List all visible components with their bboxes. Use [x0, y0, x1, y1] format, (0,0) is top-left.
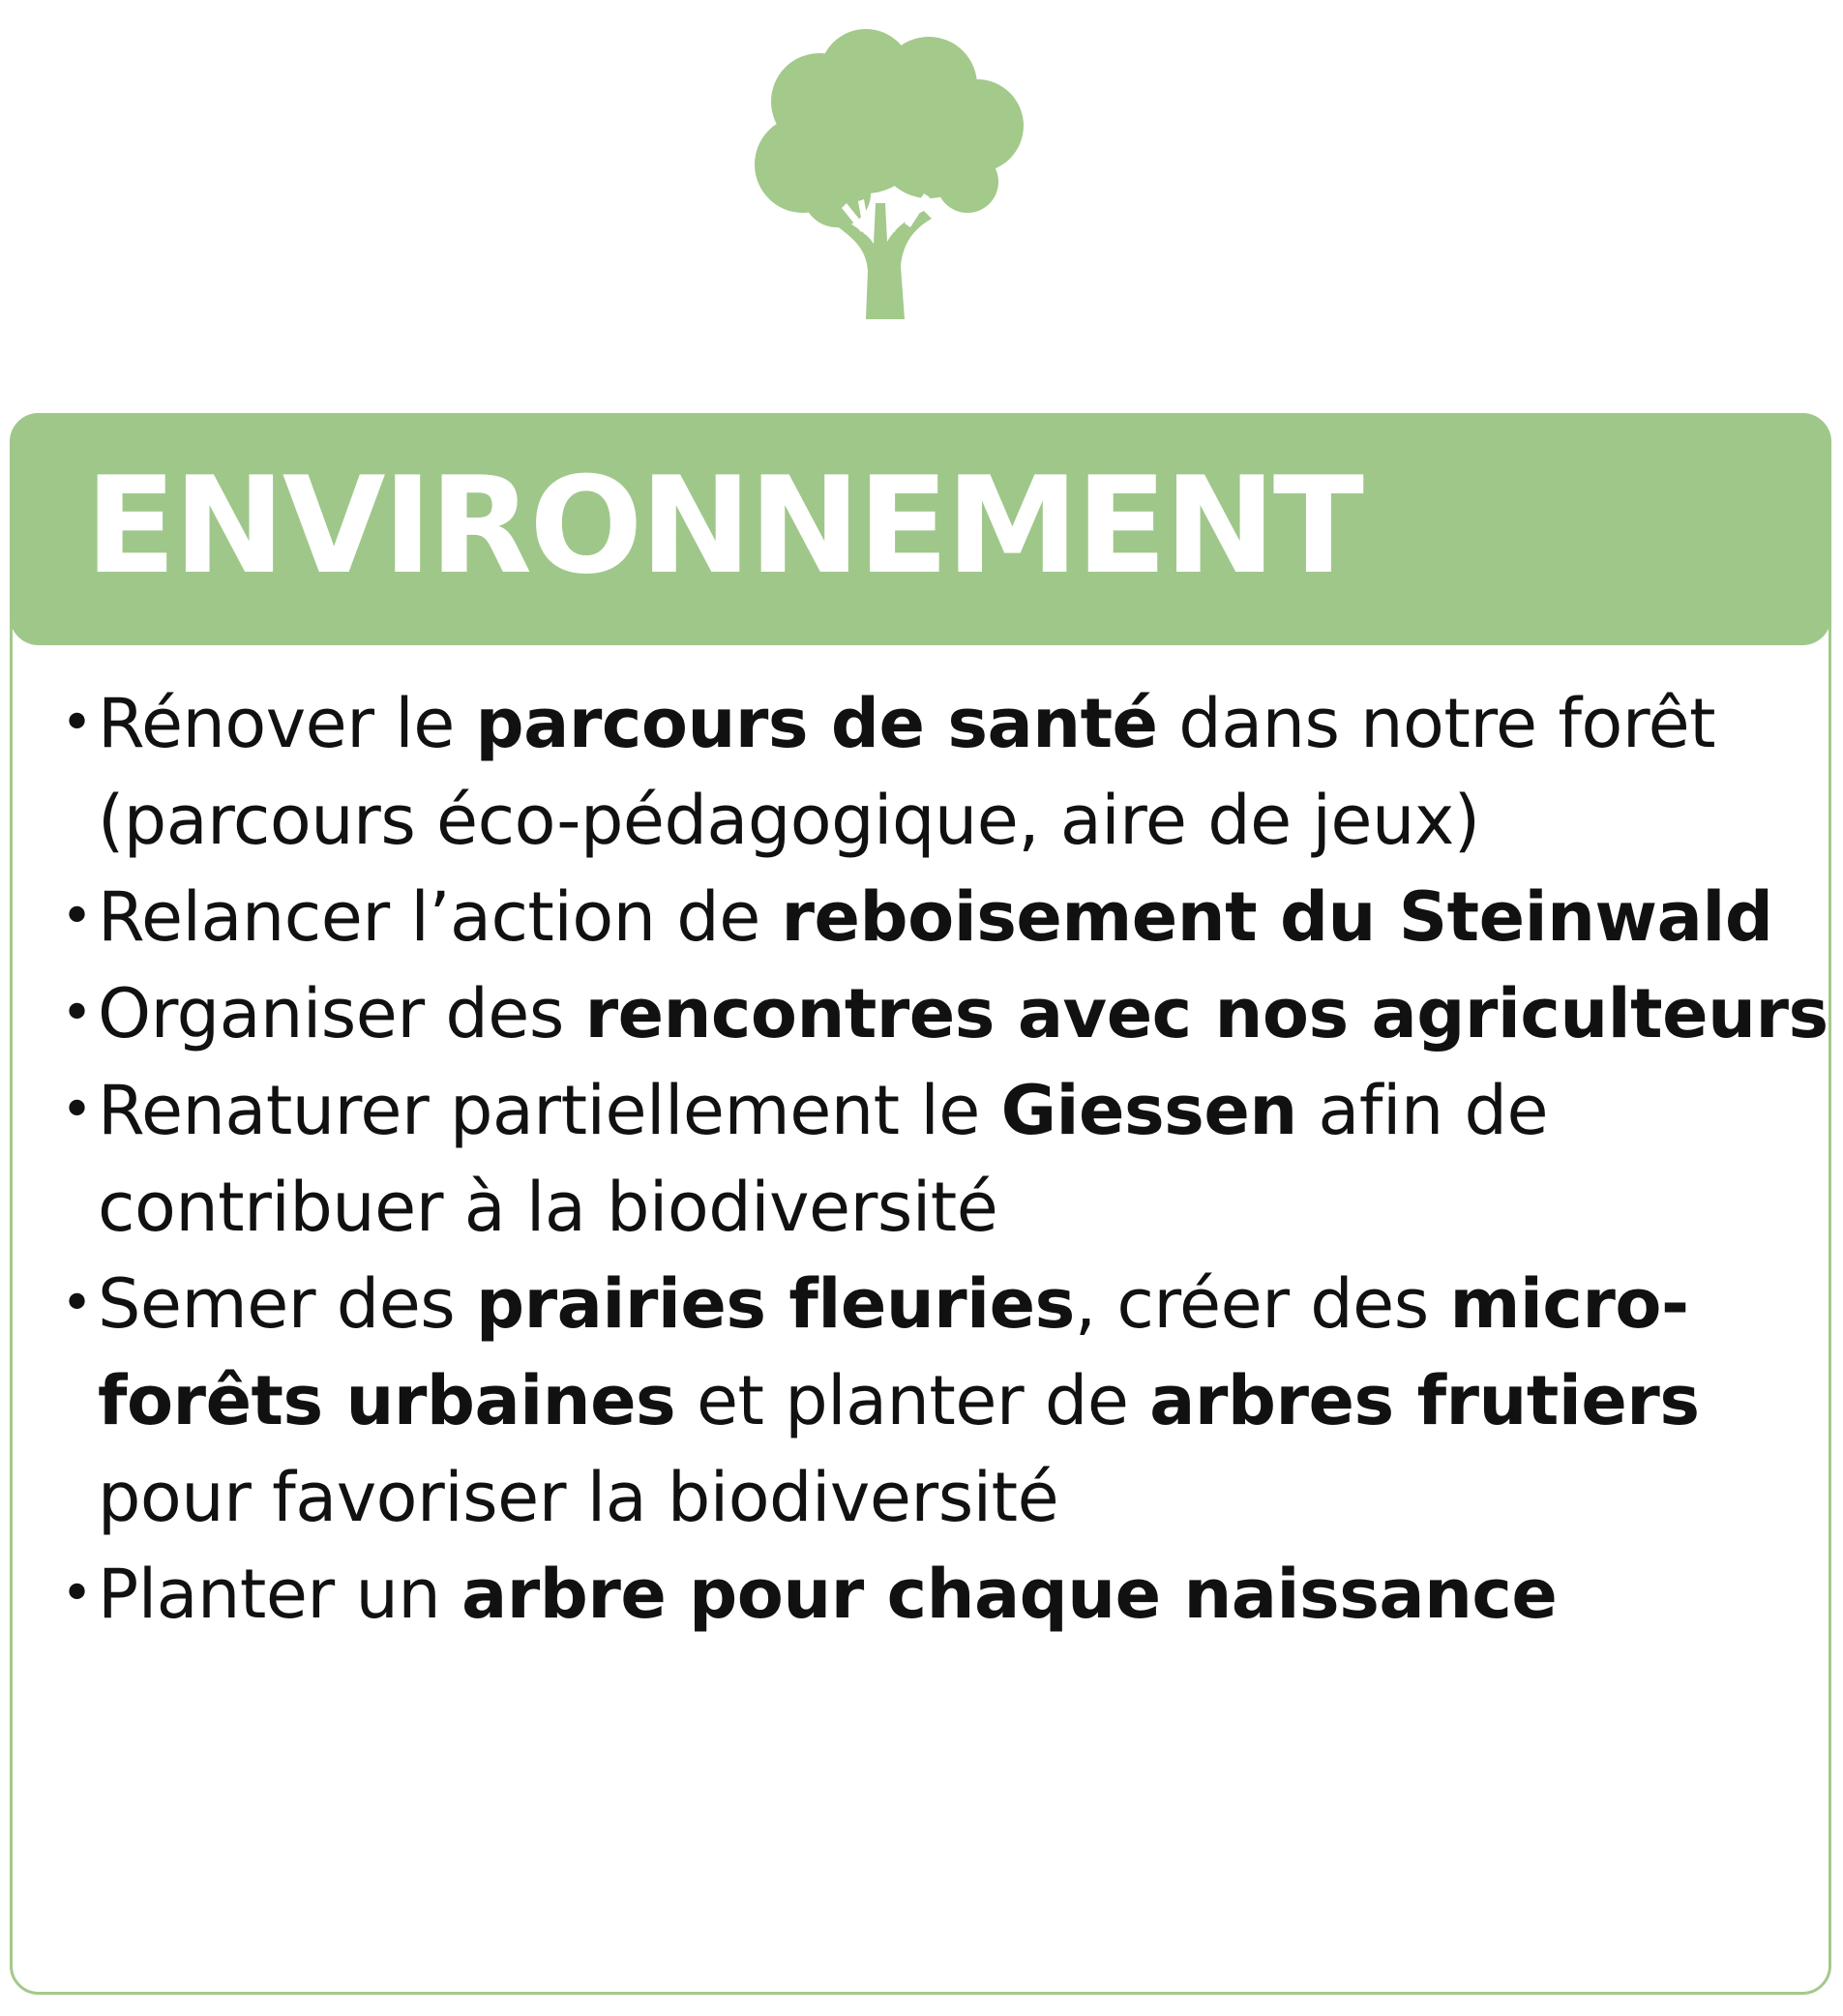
list-item — [61, 675, 1831, 869]
section-title: ENVIRONNEMENT — [85, 448, 1361, 604]
item-text-bold: arbres frutiers — [1149, 1361, 1700, 1440]
tree-icon — [750, 29, 1045, 319]
item-text: afin de contribuer à la biodiversité — [98, 1071, 1549, 1247]
action-list — [61, 675, 1831, 1643]
bullet-icon: • — [61, 1272, 93, 1335]
item-text: Organiser des — [98, 974, 585, 1053]
item-text-bold: rencontres avec nos agriculteurs — [584, 974, 1828, 1053]
bullet-icon: • — [61, 1562, 93, 1625]
bullet-icon: • — [61, 885, 93, 948]
bullet-icon: • — [61, 692, 93, 755]
item-text: Semer des — [98, 1264, 477, 1344]
item-text: pour favoriser la biodiversité — [98, 1458, 1059, 1537]
item-text: Planter un — [98, 1555, 461, 1634]
list-item — [61, 965, 1831, 1062]
item-text-bold: parcours de santé — [475, 684, 1158, 763]
item-text-bold: micro-forêts urbaines — [98, 1264, 1689, 1440]
list-item — [61, 1546, 1831, 1643]
item-text: Rénover le — [98, 684, 476, 763]
bullet-icon: • — [61, 1079, 93, 1141]
item-text: et planter de — [675, 1361, 1150, 1440]
item-text-bold: arbre pour chaque naissance — [461, 1555, 1558, 1634]
environment-card — [10, 413, 1831, 1995]
list-item — [61, 869, 1831, 965]
bullet-icon: • — [61, 982, 93, 1045]
item-text-bold: prairies fleuries — [476, 1264, 1075, 1344]
card-header — [10, 413, 1831, 645]
list-item — [61, 1256, 1831, 1546]
item-text: Relancer l’action de — [98, 877, 782, 957]
item-text-bold: reboisement du Steinwald — [781, 877, 1773, 957]
item-text: dans notre forêt (parcours éco-pédagogique, aire de jeux) — [98, 684, 1716, 860]
item-text: Renaturer partiellement le — [98, 1071, 1001, 1150]
item-text-bold: Giessen — [1000, 1071, 1297, 1150]
item-text: , créer des — [1074, 1264, 1450, 1344]
list-item — [61, 1062, 1831, 1256]
